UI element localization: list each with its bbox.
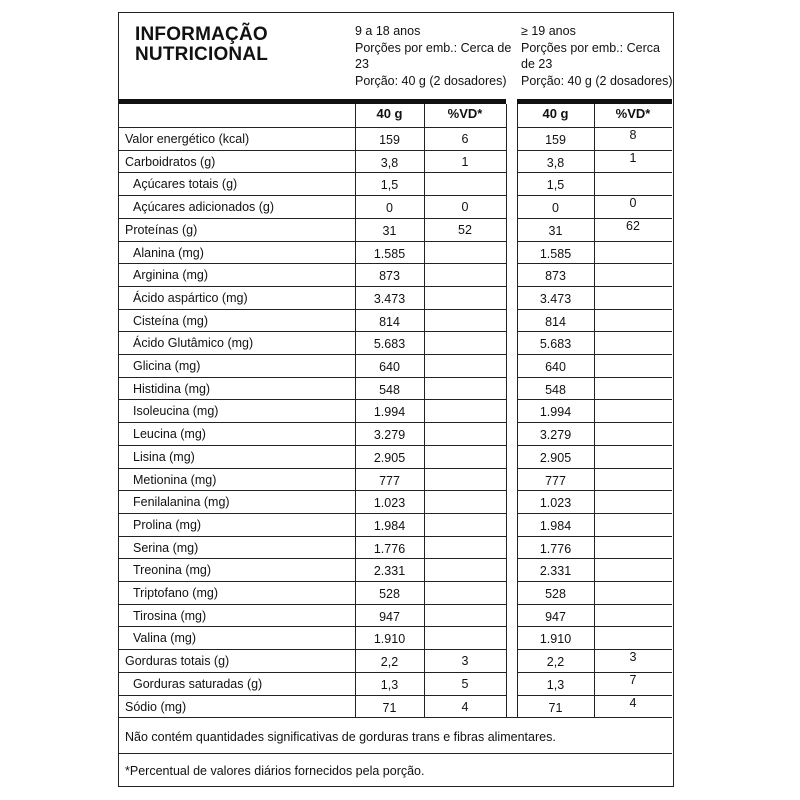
row-rule xyxy=(517,354,672,355)
nutrient-name: Treonina (mg) xyxy=(133,563,212,578)
amount-19-plus: 1,5 xyxy=(546,178,565,193)
column-divider xyxy=(506,104,507,717)
footnote-rule xyxy=(119,753,672,754)
amount-19-plus: 1.910 xyxy=(539,632,572,647)
dv-9-18: 52 xyxy=(458,222,472,237)
dv-9-18: 1 xyxy=(461,154,469,169)
nutrient-name: Arginina (mg) xyxy=(133,268,209,283)
amount-19-plus: 1.023 xyxy=(539,496,572,511)
column-header: %VD* xyxy=(615,106,651,121)
nutrient-name: Serina (mg) xyxy=(133,540,199,555)
amount-19-plus: 159 xyxy=(545,133,566,147)
row-rule xyxy=(517,399,672,400)
row-rule xyxy=(517,490,672,491)
amount-9-18: 528 xyxy=(379,587,400,601)
dv-9-18: 3 xyxy=(461,654,469,669)
dv-9-18: 5 xyxy=(461,676,469,691)
dv-19-plus: 4 xyxy=(629,695,637,710)
dv-9-18: 0 xyxy=(461,200,469,215)
row-rule xyxy=(517,286,672,287)
nutrient-name: Leucina (mg) xyxy=(133,427,206,442)
nutrient-name: Carboidratos (g) xyxy=(125,154,216,169)
amount-19-plus: 814 xyxy=(545,314,566,329)
amount-19-plus: 0 xyxy=(552,201,559,216)
nutrient-name: Cisteína (mg) xyxy=(133,313,209,328)
title-line-2: NUTRICIONAL xyxy=(135,44,269,65)
amount-9-18: 814 xyxy=(379,314,400,329)
amount-9-18: 159 xyxy=(379,133,400,147)
nutrient-name: Triptofano (mg) xyxy=(133,586,218,600)
amount-19-plus: 777 xyxy=(545,473,566,488)
amount-9-18: 947 xyxy=(379,609,400,624)
amount-19-plus: 3.473 xyxy=(539,291,572,306)
nutrient-name: Sódio (mg) xyxy=(125,699,187,714)
column-header: 40 g xyxy=(376,106,403,121)
nutrient-name: Metionina (mg) xyxy=(133,472,217,487)
row-rule xyxy=(517,445,672,446)
nutrition-table xyxy=(119,13,672,785)
dv-9-18: 6 xyxy=(461,132,469,146)
dv-19-plus: 0 xyxy=(629,196,637,211)
amount-19-plus: 2.331 xyxy=(539,564,572,579)
nutrition-facts-panel xyxy=(118,12,674,787)
amount-9-18: 1.023 xyxy=(373,496,406,511)
title-line-1: INFORMAÇÃO xyxy=(135,24,268,45)
amount-9-18: 3.473 xyxy=(373,291,406,306)
amount-9-18: 5.683 xyxy=(373,337,406,352)
row-rule xyxy=(517,172,672,173)
amount-19-plus: 5.683 xyxy=(539,337,572,352)
row-rule xyxy=(517,468,672,469)
dv-19-plus: 3 xyxy=(629,650,637,665)
amount-19-plus: 873 xyxy=(545,269,566,284)
dv-9-18: 4 xyxy=(461,699,469,714)
amount-19-plus: 2.905 xyxy=(539,450,572,465)
nutrient-name: Açúcares adicionados (g) xyxy=(133,200,275,215)
footnote-trans-fibras: Não contém quantidades significativas de gorduras trans e fibras alimentares. xyxy=(125,730,556,745)
amount-19-plus: 640 xyxy=(545,360,566,374)
nutrient-name: Gorduras saturadas (g) xyxy=(133,676,263,691)
nutrient-name: Tirosina (mg) xyxy=(133,608,207,623)
row-rule xyxy=(517,422,672,423)
amount-9-18: 0 xyxy=(386,201,393,216)
amount-19-plus: 3,8 xyxy=(546,155,565,170)
amount-9-18: 3,8 xyxy=(380,155,399,170)
dv-19-plus: 62 xyxy=(626,218,640,233)
amount-19-plus: 1,3 xyxy=(546,677,565,692)
amount-9-18: 640 xyxy=(379,360,400,374)
amount-19-plus: 31 xyxy=(548,223,563,238)
group-age: ≥ 19 anos xyxy=(521,24,576,38)
amount-19-plus: 528 xyxy=(545,587,566,601)
row-rule xyxy=(517,626,672,627)
group-portions: Porções por emb.: Cerca de 23 xyxy=(521,40,660,71)
amount-9-18: 777 xyxy=(379,473,400,488)
row-rule xyxy=(517,377,672,378)
nutrient-name: Isoleucina (mg) xyxy=(133,404,219,419)
nutrient-name: Lisina (mg) xyxy=(133,449,195,464)
nutrient-name: Açúcares totais (g) xyxy=(133,177,238,192)
row-rule xyxy=(517,241,672,242)
nutrient-name: Valina (mg) xyxy=(133,631,196,646)
dv-19-plus: 7 xyxy=(629,672,637,687)
group-portion-size: Porção: 40 g (2 dosadores) xyxy=(521,73,673,88)
amount-9-18: 1,3 xyxy=(380,677,399,692)
group-age: 9 a 18 anos xyxy=(355,24,421,38)
amount-9-18: 31 xyxy=(382,223,397,238)
amount-19-plus: 1.776 xyxy=(539,541,572,556)
row-rule xyxy=(517,513,672,514)
amount-19-plus: 1.994 xyxy=(539,405,572,420)
amount-19-plus: 2,2 xyxy=(546,655,565,670)
amount-19-plus: 548 xyxy=(545,382,566,397)
amount-9-18: 1.910 xyxy=(373,632,406,647)
row-rule xyxy=(517,604,672,605)
nutrient-name: Histidina (mg) xyxy=(133,381,211,396)
group-portion-size: Porção: 40 g (2 dosadores) xyxy=(355,73,507,88)
amount-19-plus: 1.585 xyxy=(539,246,572,261)
row-rule xyxy=(517,263,672,264)
amount-9-18: 548 xyxy=(379,382,400,397)
amount-9-18: 2,2 xyxy=(380,655,399,670)
row-rule xyxy=(517,536,672,537)
row-rule xyxy=(517,331,672,332)
footnote-vd: *Percentual de valores diários fornecidos pela porção. xyxy=(125,764,425,779)
nutrient-name: Gorduras totais (g) xyxy=(125,654,230,669)
nutrient-name: Glicina (mg) xyxy=(133,359,201,373)
nutrient-name: Fenilalanina (mg) xyxy=(133,495,230,510)
amount-9-18: 2.331 xyxy=(373,564,406,579)
nutrient-name: Proteínas (g) xyxy=(125,222,198,237)
row-rule xyxy=(517,581,672,582)
column-header: 40 g xyxy=(542,106,569,121)
amount-9-18: 71 xyxy=(382,700,397,715)
amount-9-18: 1.994 xyxy=(373,405,406,420)
amount-19-plus: 947 xyxy=(545,609,566,624)
nutrient-name: Ácido Glutâmico (mg) xyxy=(133,336,254,351)
nutrient-name: Alanina (mg) xyxy=(133,245,204,260)
amount-9-18: 2.905 xyxy=(373,450,406,465)
amount-9-18: 873 xyxy=(379,269,400,284)
nutrient-name: Prolina (mg) xyxy=(133,517,202,532)
dv-19-plus: 1 xyxy=(629,150,637,165)
column-header: %VD* xyxy=(447,106,483,121)
dv-19-plus: 8 xyxy=(629,128,637,142)
amount-9-18: 3.279 xyxy=(373,428,406,443)
table-bottom-rule xyxy=(119,717,672,718)
nutrient-name: Valor energético (kcal) xyxy=(125,132,250,146)
nutrient-name: Ácido aspártico (mg) xyxy=(133,290,248,305)
amount-9-18: 1,5 xyxy=(380,178,399,193)
amount-9-18: 1.984 xyxy=(373,518,406,533)
amount-9-18: 1.585 xyxy=(373,246,406,261)
amount-19-plus: 3.279 xyxy=(539,428,572,443)
amount-9-18: 1.776 xyxy=(373,541,406,556)
row-rule xyxy=(517,309,672,310)
group-portions: Porções por emb.: Cerca de 23 xyxy=(355,40,512,71)
amount-19-plus: 1.984 xyxy=(539,518,572,533)
amount-19-plus: 71 xyxy=(548,700,563,715)
row-rule xyxy=(517,558,672,559)
